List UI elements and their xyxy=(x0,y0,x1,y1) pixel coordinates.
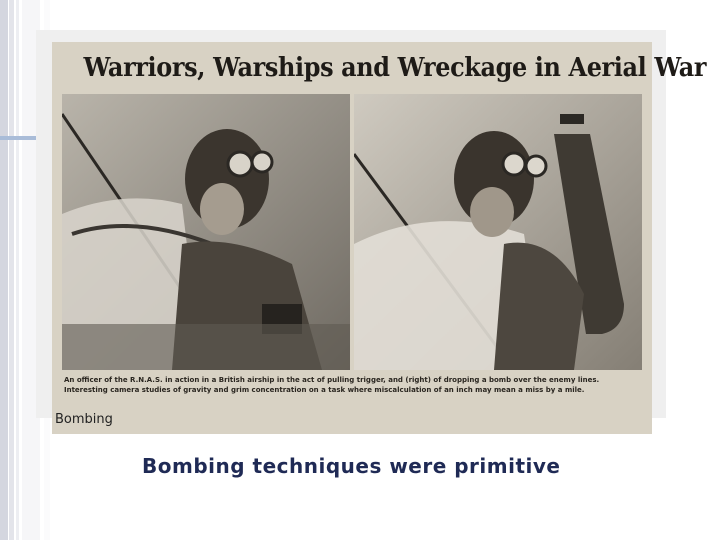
image-label: Bombing xyxy=(55,412,113,427)
slide-body-text: Bombing techniques were primitive xyxy=(142,454,561,478)
decor-stripe xyxy=(0,0,8,540)
photo-officer-trigger xyxy=(62,94,350,370)
clipping-caption-line-1: An officer of the R.N.A.S. in action in a British airship in the act of pulling trigger, and (right) of dropping a bomb over the enemy lines. xyxy=(64,376,600,384)
clipping-headline: Warriors, Warships and Wreckage in Aerial War xyxy=(83,53,707,83)
clipping-caption-line-2: Interesting camera studies of gravity and grim concentration on a task where miscalculation of an inch may mean a miss by a mile. xyxy=(64,386,585,394)
photo-officer-bomb xyxy=(354,94,642,370)
decor-stripe xyxy=(16,0,19,540)
decor-accent-bar xyxy=(0,136,36,140)
decor-stripe xyxy=(9,0,14,540)
